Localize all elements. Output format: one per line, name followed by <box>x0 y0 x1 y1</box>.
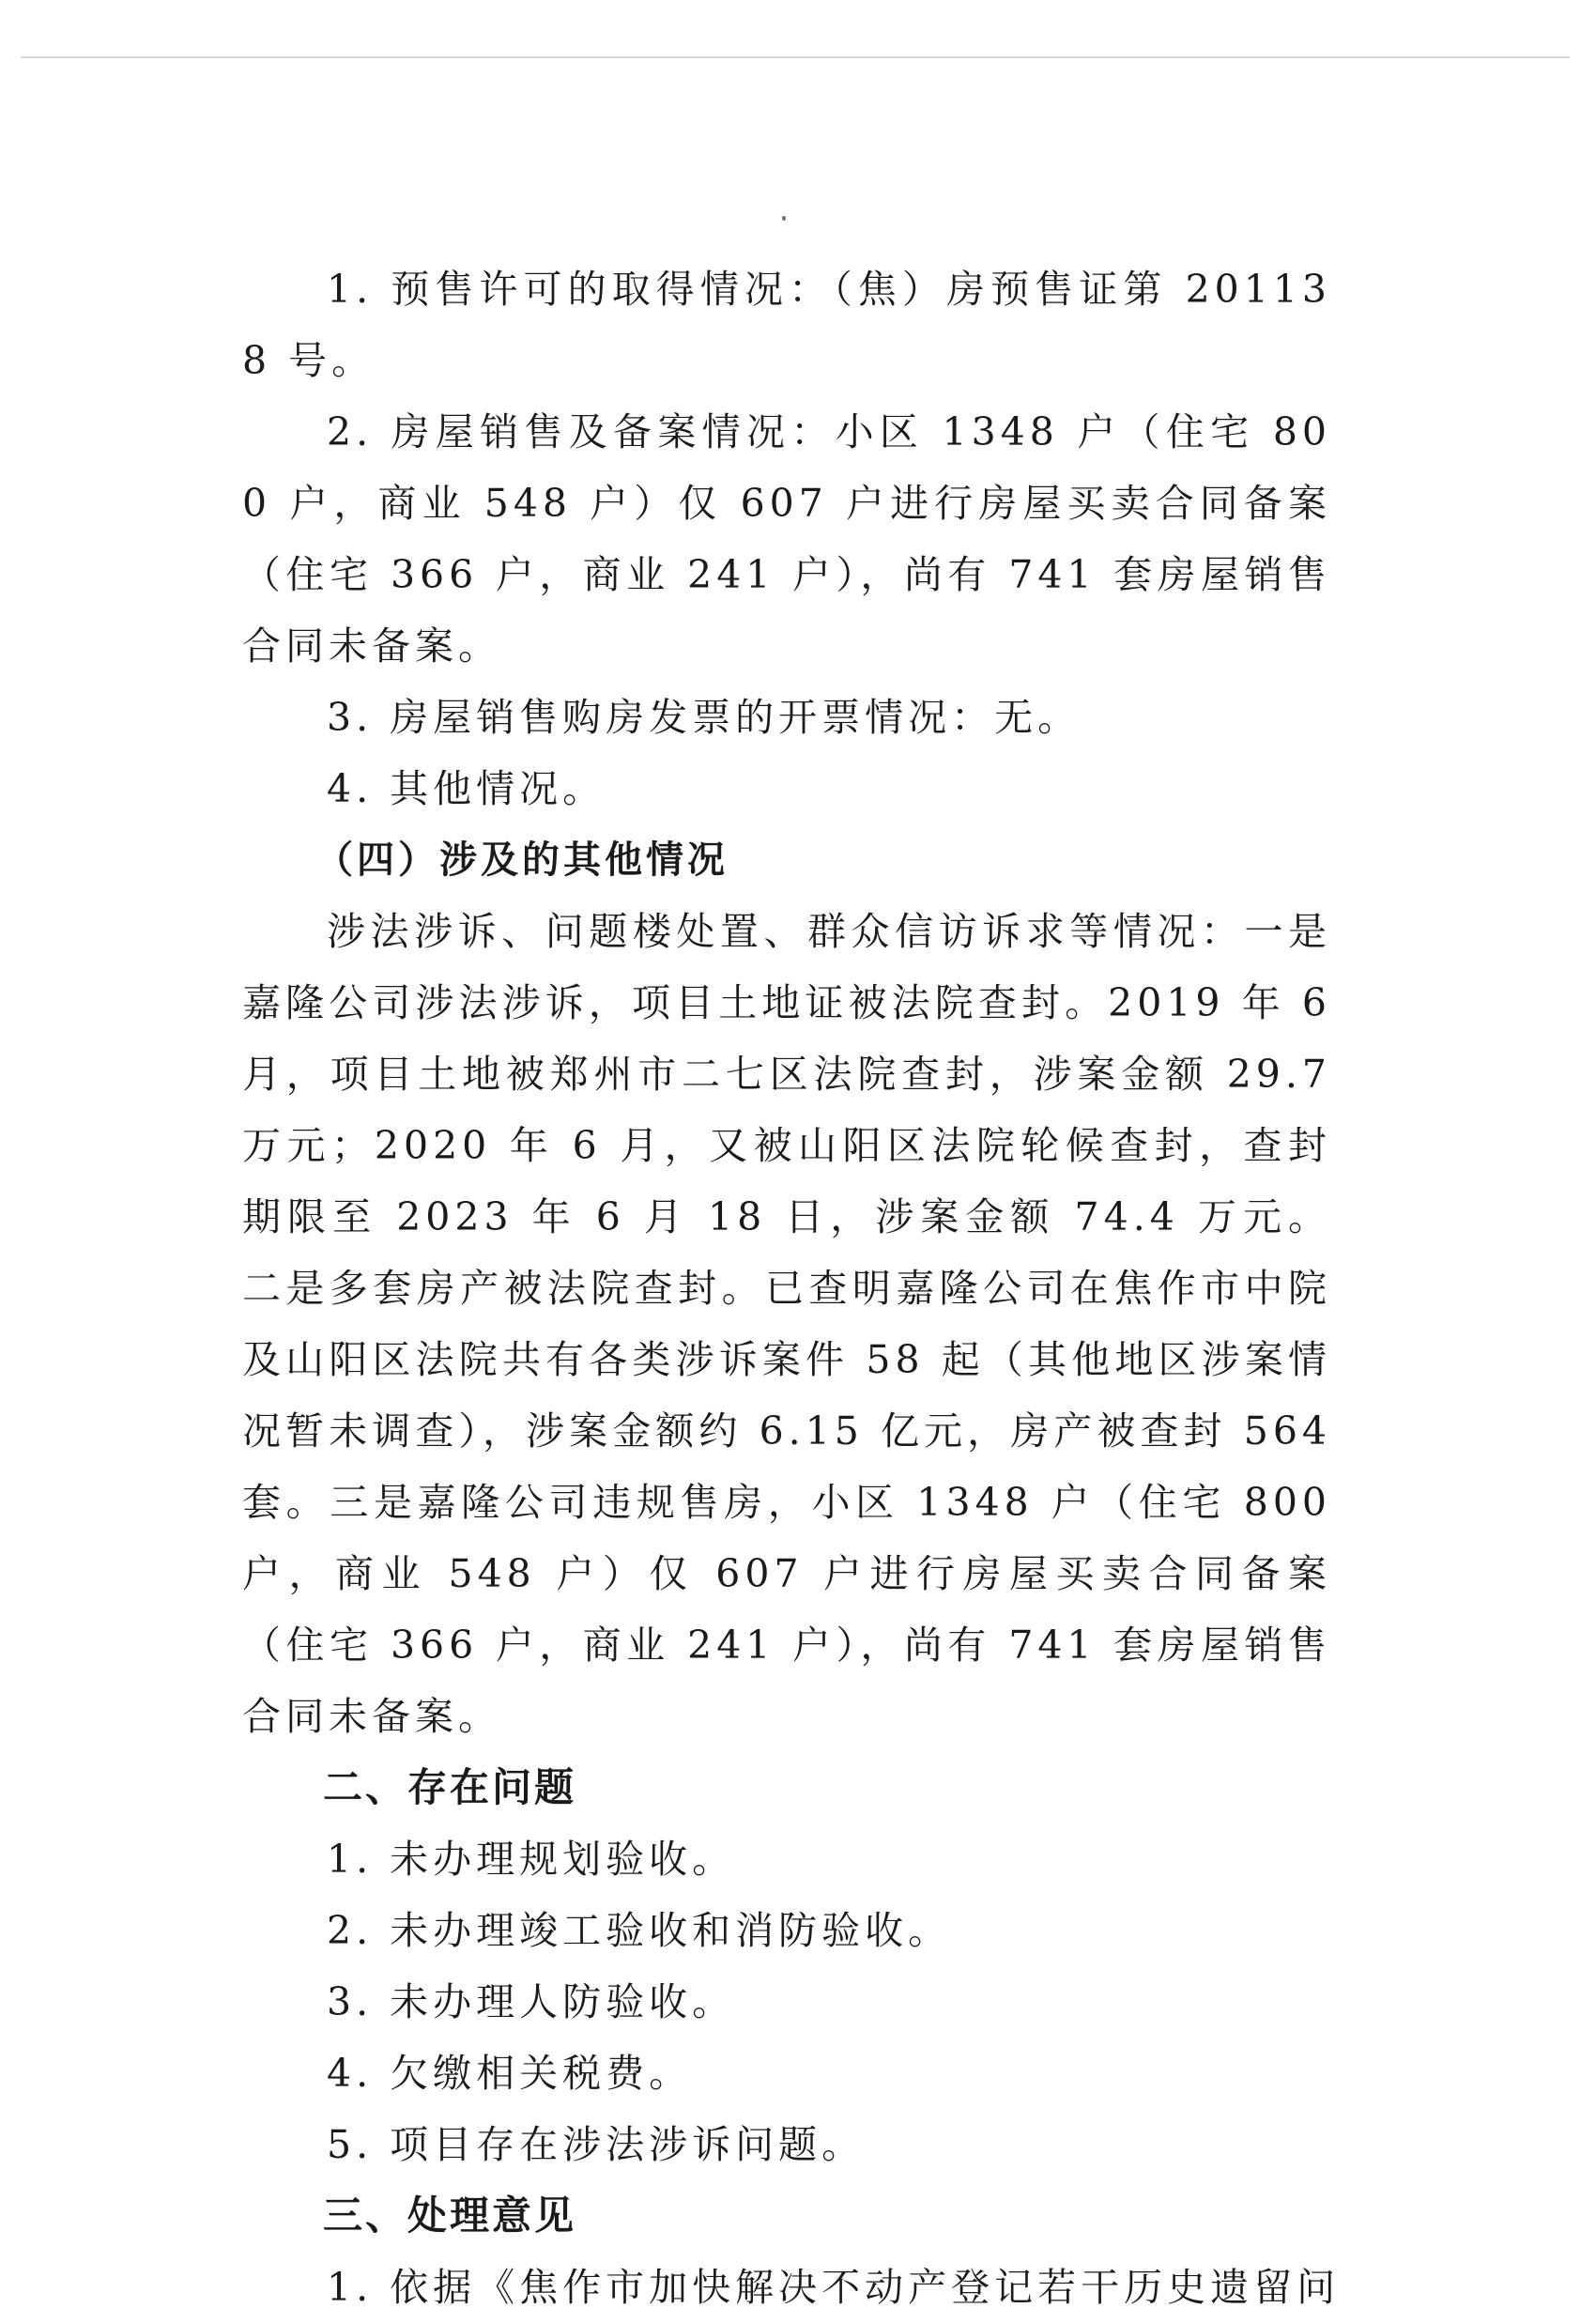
item-presale-permit: 1. 预售许可的取得情况：（焦）房预售证第 201138 号。 <box>242 267 1331 383</box>
item-invoice: 3. 房屋销售购房发票的开票情况：无。 <box>327 695 1082 740</box>
heading-handling-opinions: 三、处理意见 <box>323 2192 577 2238</box>
item-other: 4. 其他情况。 <box>327 766 606 811</box>
problem-item: 3. 未办理人防验收。 <box>327 1979 736 2024</box>
document-body <box>242 254 1341 2323</box>
scan-speck <box>782 216 786 221</box>
opinion-item: 1. 依据《焦作市加快解决不动产登记若干历史遗留问 <box>327 2265 1341 2310</box>
problem-item: 5. 项目存在涉法涉诉问题。 <box>327 2122 866 2167</box>
heading-existing-problems: 二、存在问题 <box>323 1764 577 1810</box>
page-top-rule <box>21 56 1570 58</box>
problem-item: 4. 欠缴相关税费。 <box>327 2051 693 2096</box>
item-sales-filing: 2. 房屋销售及备案情况：小区 1348 户（住宅 800 户，商业 548 户）仅 607 户进行房屋买卖合同备案（住宅 366 户，商业 241 户），尚有 741 套房屋销售合同未备案。 <box>242 409 1331 669</box>
problem-item: 2. 未办理竣工验收和消防验收。 <box>327 1908 952 1953</box>
problem-item: 1. 未办理规划验收。 <box>327 1837 736 1882</box>
subheading-other-situations: （四）涉及的其他情况 <box>315 838 729 882</box>
paragraph-other-situations: 涉法涉诉、问题楼处置、群众信访诉求等情况：一是嘉隆公司涉法涉诉，项目土地证被法院查封。2019 年 6 月，项目土地被郑州市二七区法院查封，涉案金额 29.7 万元；2020 年 6 月，又被山阳区法院轮候查封，查封期限至 2023 年 6 月 18 日，涉案金额 74.4 万元。二是多套房产被法院查封。已查明嘉隆公司在焦作市中院及山阳区法院共有各类涉诉案件 58 起（其他地区涉案情况暂未调查），涉案金额约 6.15 亿元，房产被查封 564 套。三是嘉隆公司违规售房，小区 1348 户（住宅 800 户，商业 548 户）仅 607 户进行房屋买卖合同备案（住宅 366 户，商业 241 户），尚有 741 套房屋销售合同未备案。 <box>242 909 1331 1739</box>
